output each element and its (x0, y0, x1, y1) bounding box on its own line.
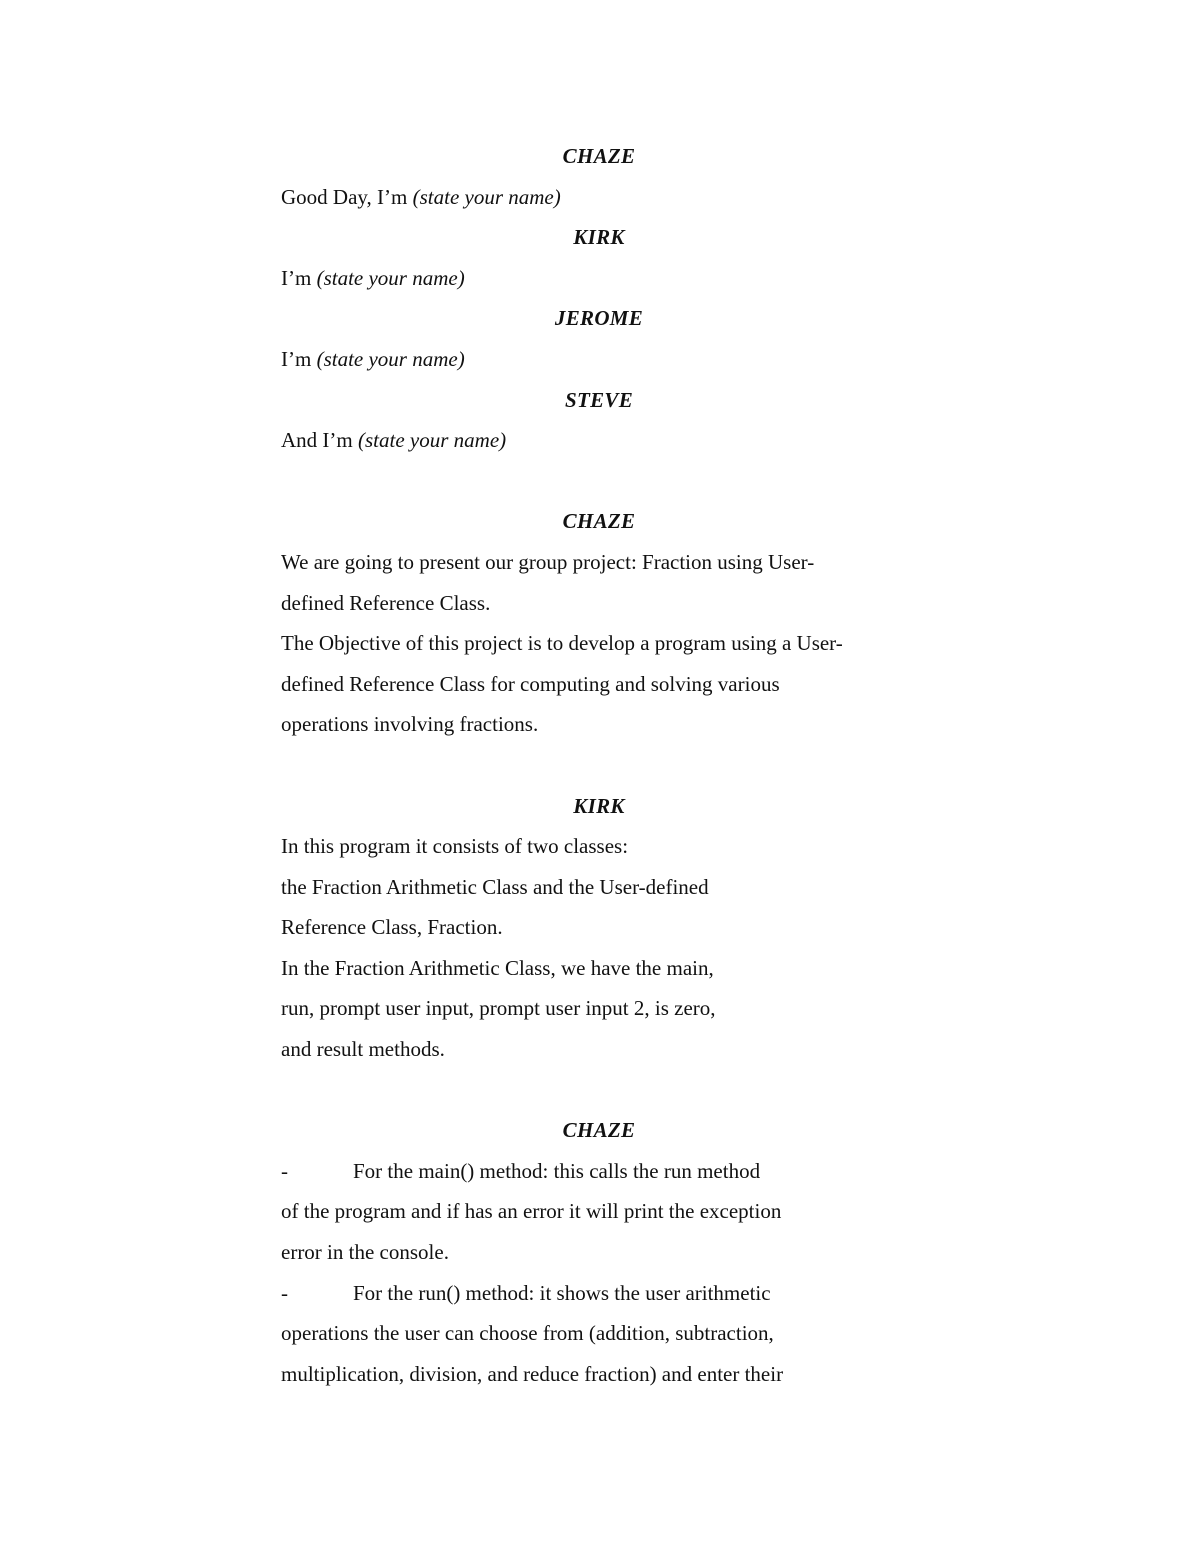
dialogue-text: For the main() method: this calls the run method (353, 1158, 761, 1183)
dialogue-stage-direction: (state your name) (358, 428, 507, 453)
dialogue-line: run, prompt user input, prompt user input 2, is zero, (281, 996, 716, 1021)
dialogue-text: And I’m (281, 428, 358, 453)
speaker-name: CHAZE (562, 144, 636, 168)
dialogue-stage-direction: (state your name) (316, 265, 465, 290)
speaker-name: CHAZE (562, 509, 636, 534)
blank-line (281, 1070, 921, 1111)
speaker-name: JEROME (554, 306, 644, 331)
dialogue-line (281, 258, 921, 299)
script-body (281, 136, 921, 1394)
dialogue-stage-direction: (state your name) (316, 346, 465, 371)
blank-line (281, 745, 921, 786)
dialogue-line: and result methods. (281, 1037, 445, 1062)
dialogue-line (281, 177, 921, 218)
dialogue-line: operations the user can choose from (addition, subtraction, (281, 1321, 774, 1346)
dialogue-line: multiplication, division, and reduce fraction) and enter their (281, 1361, 784, 1386)
dialogue-line: In this program it consists of two classes: (281, 834, 629, 859)
speaker-name: KIRK (573, 225, 625, 250)
dialogue-line (281, 339, 921, 380)
dialogue-line: defined Reference Class. (281, 590, 491, 615)
bullet-dash: - (281, 1280, 288, 1305)
dialogue-line: error in the console. (281, 1240, 449, 1265)
blank-line (281, 461, 921, 502)
dialogue-line: operations involving fractions. (281, 712, 539, 737)
dialogue-line (281, 420, 921, 461)
dialogue-text: For the run() method: it shows the user arithmetic (353, 1280, 771, 1305)
dialogue-text: I’m (281, 346, 317, 371)
speaker-name: KIRK (573, 793, 625, 818)
dialogue-line: The Objective of this project is to develop a program using a User- (281, 631, 843, 656)
dialogue-line: defined Reference Class for computing and solving various (281, 671, 780, 696)
dialogue-text: Good Day, I’m (281, 184, 413, 209)
dialogue-line (281, 1151, 921, 1192)
dialogue-line: the Fraction Arithmetic Class and the User-defined (281, 874, 709, 899)
dialogue-line (281, 1273, 921, 1314)
speaker-name: CHAZE (562, 1118, 636, 1143)
dialogue-line: of the program and if has an error it will print the exception (281, 1199, 782, 1224)
dialogue-line: We are going to present our group project: Fraction using User- (281, 549, 815, 574)
dialogue-stage-direction: (state your name) (412, 184, 561, 209)
dialogue-line: In the Fraction Arithmetic Class, we have the main, (281, 955, 714, 980)
dialogue-line: Reference Class, Fraction. (281, 915, 503, 940)
dialogue-text: I’m (281, 265, 317, 290)
bullet-dash: - (281, 1158, 288, 1183)
speaker-name: STEVE (564, 387, 634, 412)
